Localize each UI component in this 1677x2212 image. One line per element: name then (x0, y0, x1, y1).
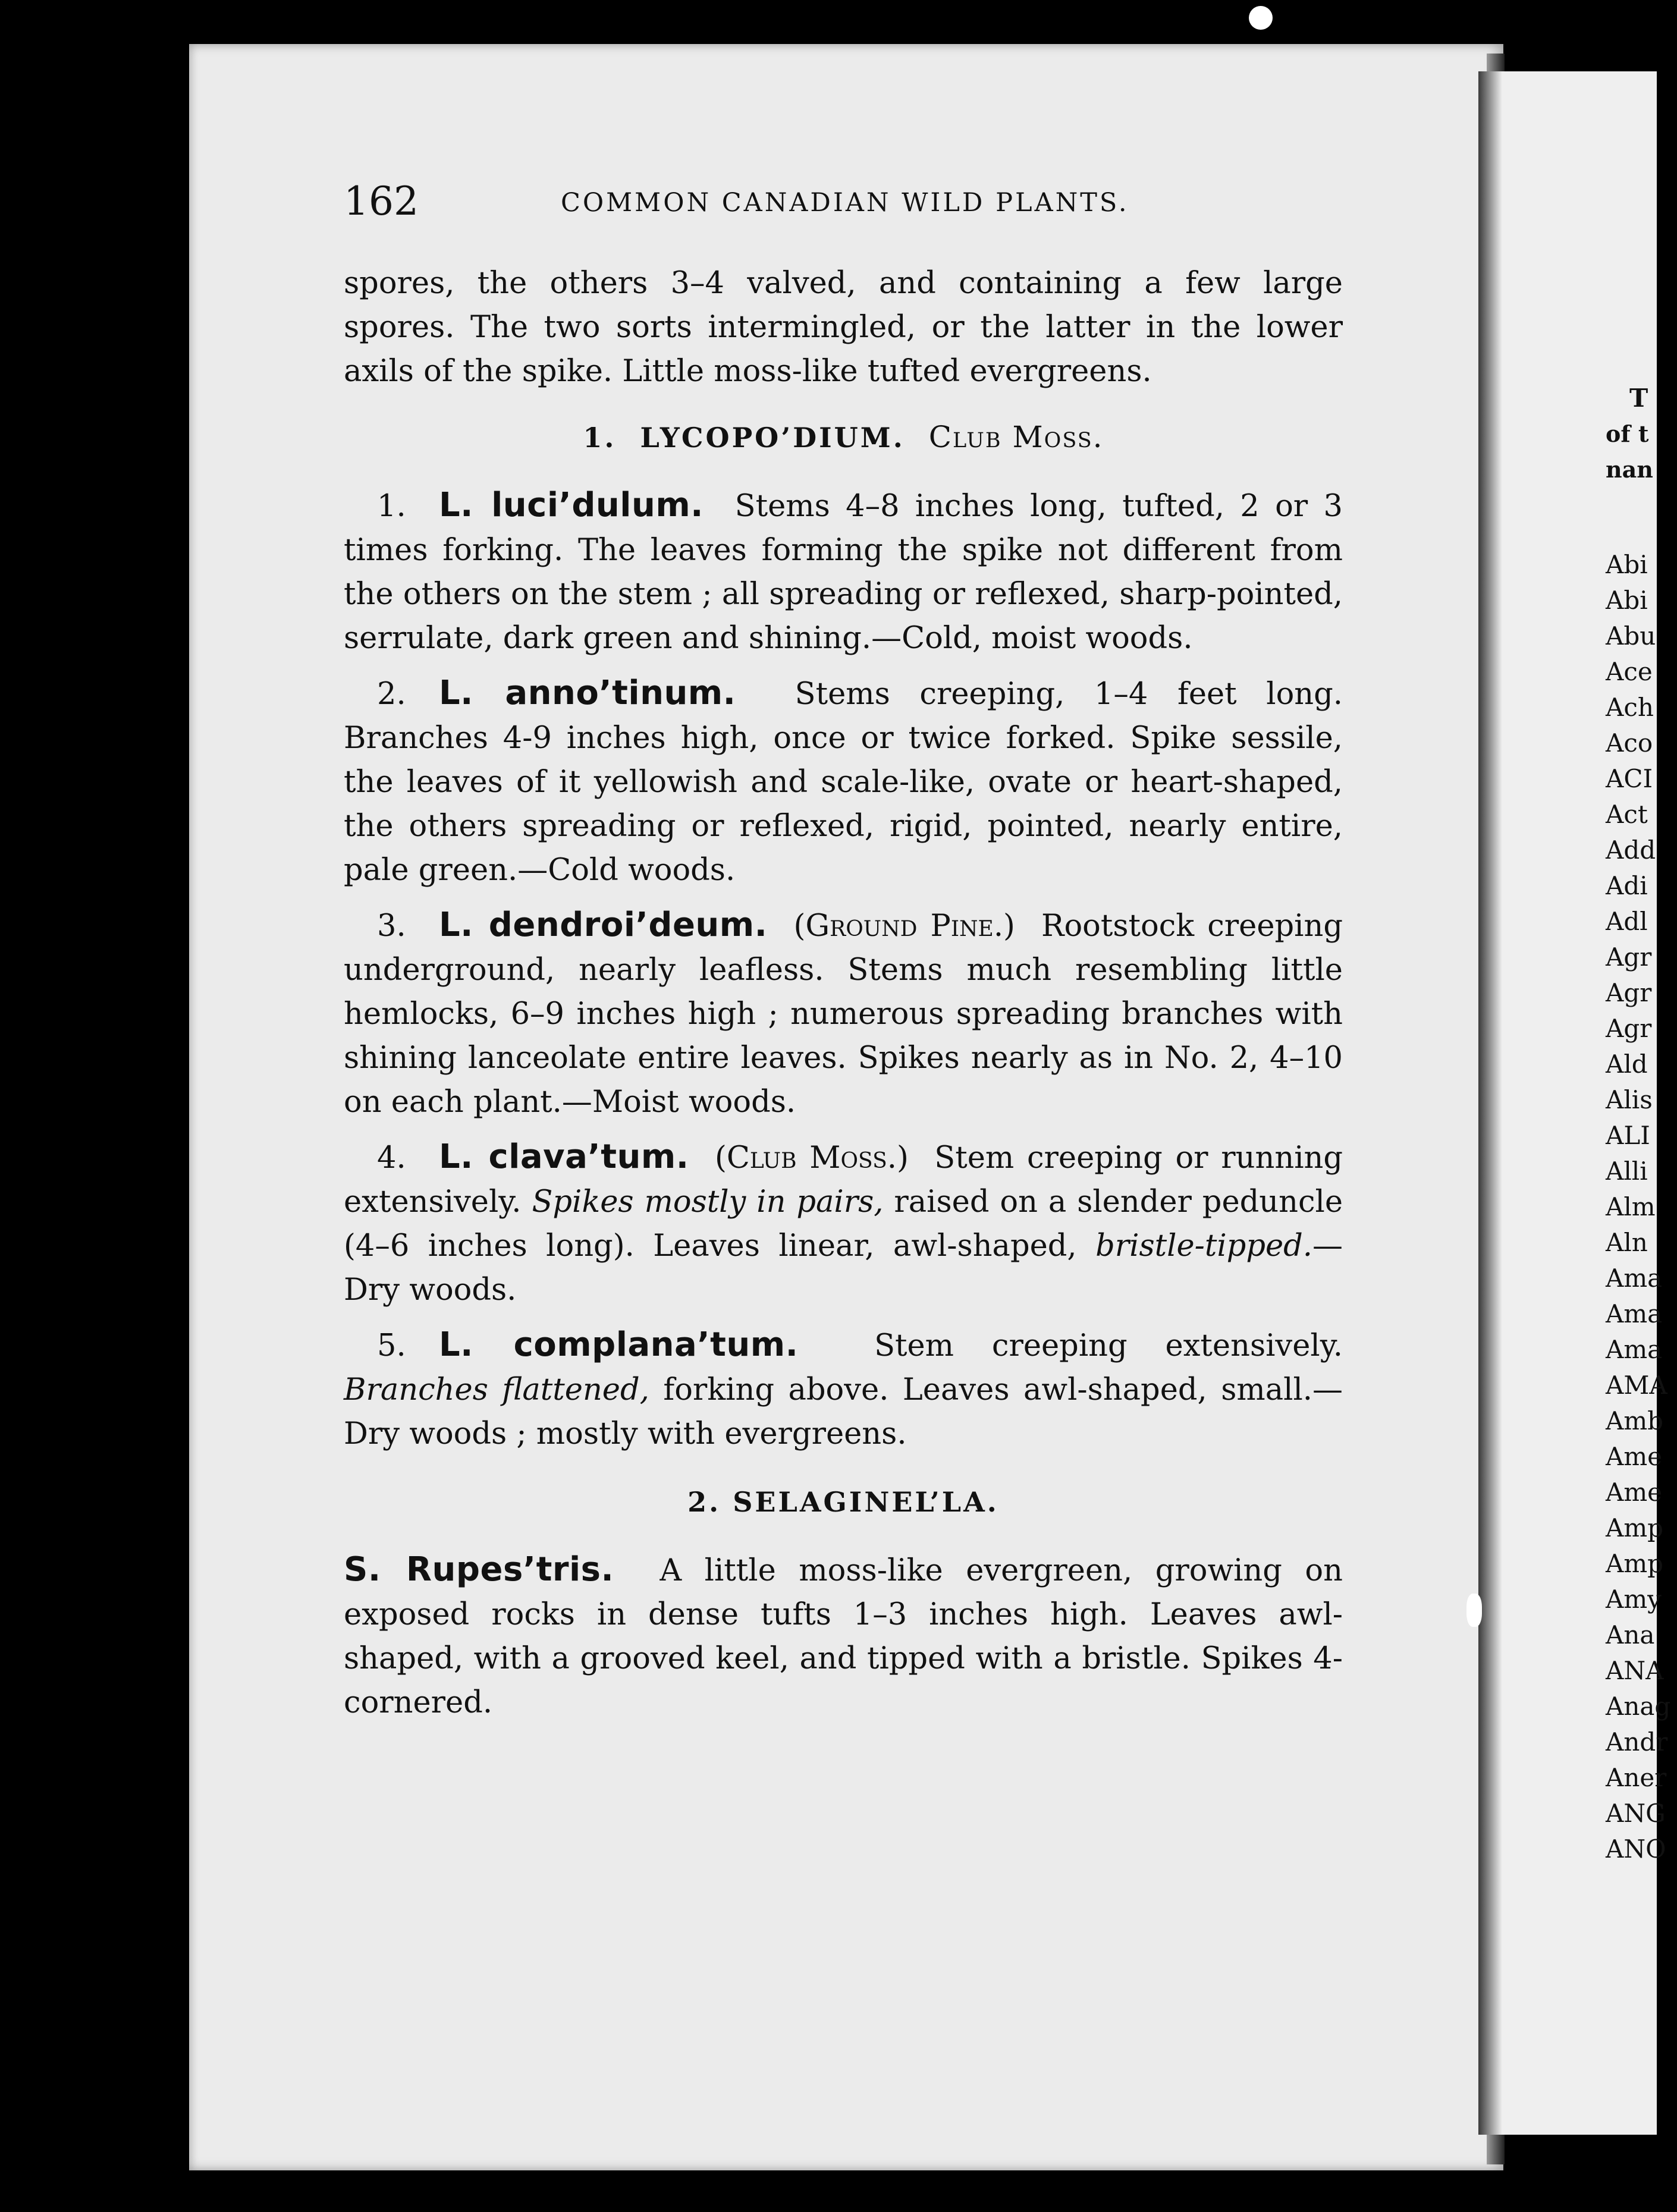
index-entry: Abi (1606, 550, 1648, 579)
index-entry: ACI (1606, 764, 1653, 793)
species-description: raised on a slender peduncle (4–6 inches long). Leaves linear, awl-shaped, (344, 1184, 1343, 1264)
index-entry: Aner (1606, 1763, 1667, 1792)
index-entry: Ama (1606, 1335, 1663, 1364)
index-entry: Add (1606, 835, 1656, 865)
running-title: COMMON CANADIAN WILD PLANTS. (561, 188, 1129, 218)
index-entry: Agr (1606, 978, 1652, 1007)
section-heading-lycopodium (344, 415, 1343, 460)
species-description: forking above. Leaves awl-shaped, small.—Dry woods ; mostly with evergreens. (344, 1372, 1343, 1451)
species-common-name: (Club Moss.) (714, 1140, 909, 1176)
index-entry: Abi (1606, 586, 1648, 615)
species-habitat: —Dry woods. (344, 1228, 1343, 1308)
species-description: Stems creeping, 1–4 feet long. Branches 4-9 inches high, once or twice forked. Spike sessile, the leaves of it yellowish and scale-like, ovate or heart-shaped, the others spreading or reflexed, rigid, pointed, nearly entire, pale green.—Cold woods. (344, 677, 1343, 888)
index-entry: Adl (1606, 907, 1648, 936)
index-entry: Alm (1606, 1192, 1656, 1221)
page-body (344, 262, 1343, 1736)
species-description: Rootstock creeping underground, nearly leafless. Stems much resembling little hemlocks, 6–9 inches high ; numerous spreading branches with shining lanceolate entire leaves. Spikes nearly as in No. 2, 4–10 on each plant.—Moist woods. (344, 909, 1343, 1120)
species-number: 5. (377, 1328, 406, 1363)
intro-paragraph: spores, the others 3–4 valved, and containing a few large spores. The two sorts intermingled, or the latter in the lower axils of the spike. Little moss-like tufted evergreens. (344, 266, 1343, 389)
index-entry: Ach (1606, 693, 1654, 722)
species-description: Stems 4–8 inches long, tufted, 2 or 3 times forking. The leaves forming the spike not different from the others on the stem ; all spreading or reflexed, sharp-pointed, serrulate, dark green and shining.—Cold, moist woods. (344, 489, 1343, 656)
index-entry: ALI (1606, 1121, 1650, 1150)
species-name: L. anno’tinum. (439, 674, 736, 712)
species-description: Stem creeping extensively. (874, 1328, 1343, 1363)
species-number: 1. (377, 489, 406, 524)
index-entry: Andr (1606, 1727, 1668, 1757)
species-name: L. luci’dulum. (439, 486, 704, 524)
section-number: 1. (583, 422, 617, 454)
index-entry: ANG (1606, 1799, 1666, 1828)
index-entry: Ama (1606, 1264, 1663, 1293)
index-entry: Ama (1606, 1299, 1663, 1328)
genus-common-name: Club Moss. (928, 420, 1104, 454)
species-number: 3. (377, 909, 406, 944)
species-common-name: (Ground Pine.) (793, 909, 1015, 944)
index-entry: AMA (1606, 1371, 1667, 1400)
right-fragment-line: nan (1606, 456, 1653, 483)
index-entry: Aln (1606, 1228, 1648, 1257)
index-entry: Act (1606, 800, 1648, 829)
species-number: 2. (377, 677, 406, 712)
species-entry (344, 1548, 1343, 1725)
index-entry: Amy (1606, 1585, 1662, 1614)
species-number: 4. (377, 1140, 406, 1176)
scan-speck (1249, 6, 1273, 30)
species-name: L. clava’tum. (439, 1138, 689, 1176)
index-entry: Alis (1606, 1085, 1653, 1114)
index-entry: Alli (1606, 1157, 1648, 1186)
index-entry: Ald (1606, 1050, 1648, 1079)
index-entry: Anag (1606, 1692, 1671, 1721)
index-entry: Abu (1606, 621, 1656, 651)
index-entry: Ame (1606, 1442, 1663, 1471)
index-entry: ANO (1606, 1834, 1666, 1864)
index-entry: Aco (1606, 728, 1653, 758)
species-name: S. Rupes’tris. (344, 1550, 614, 1589)
index-entry: ANA (1606, 1656, 1664, 1685)
index-entry: Agr (1606, 1014, 1652, 1043)
index-entry: Amp (1606, 1513, 1664, 1542)
index-entry: Ame (1606, 1478, 1663, 1507)
species-italic-note: bristle-tipped. (1095, 1228, 1313, 1264)
species-entry (344, 903, 1343, 1124)
right-fragment-line: of t (1606, 420, 1649, 447)
species-entry (344, 671, 1343, 893)
index-entry: Amp (1606, 1549, 1664, 1578)
species-italic-note: Branches flattened, (344, 1372, 649, 1407)
species-name: L. complana’tum. (439, 1325, 799, 1364)
genus-name: LYCOPO’DIUM. (640, 422, 905, 454)
scan-speck (1466, 1594, 1482, 1627)
species-name: L. dendroi’deum. (439, 906, 768, 944)
page-number: 162 (344, 178, 419, 224)
index-entry: Adi (1606, 871, 1648, 900)
index-entry: Ace (1606, 657, 1653, 686)
index-entry: Ana (1606, 1620, 1655, 1649)
species-entry (344, 1323, 1343, 1456)
section-heading-selaginella: 2. SELAGINEL’LA. (687, 1486, 999, 1518)
index-entry: Amb (1606, 1406, 1664, 1435)
species-description: A little moss-like evergreen, growing on exposed rocks in dense tufts 1–3 inches high. Leaves awl-shaped, with a grooved keel, and tipped with a bristle. Spikes 4-cornered. (344, 1553, 1343, 1720)
species-entry (344, 1135, 1343, 1312)
right-fragment-line: T (1629, 384, 1648, 413)
species-entry (344, 483, 1343, 661)
species-italic-note: Spikes mostly in pairs, (532, 1184, 884, 1220)
index-entry: Agr (1606, 942, 1652, 972)
right-page-fragment-top (1606, 381, 1653, 488)
right-page-index-column (1606, 547, 1677, 1867)
species-description: Stem creeping or running extensively. (344, 1140, 1343, 1220)
running-head (344, 178, 1355, 226)
